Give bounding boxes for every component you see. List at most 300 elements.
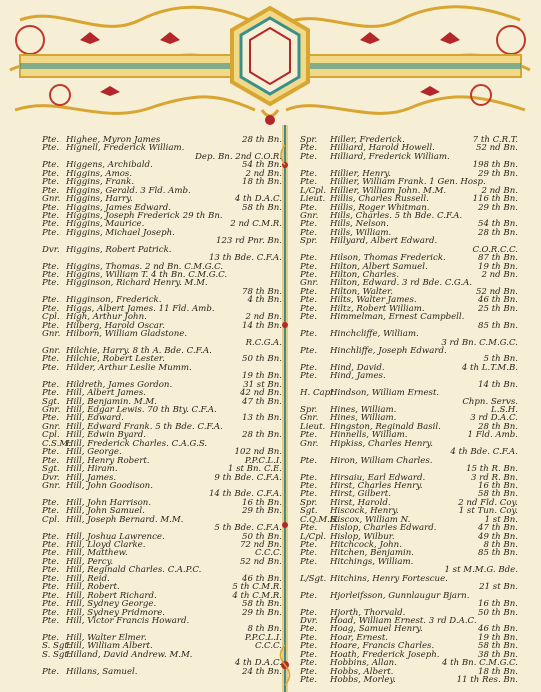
entry-unit: 87 th Bn. <box>478 253 518 264</box>
entry-rank: Pte. <box>42 160 60 171</box>
entry-rank: S. Sgt. <box>42 641 71 652</box>
entry-name: Hill, Edward Frank. 5 th Bde. C.F.A. <box>66 421 223 432</box>
entry-unit: 1 st Tun. Coy. <box>458 506 518 517</box>
entry-name: Hoare, Francis Charles. <box>330 641 435 652</box>
entry-unit: 54 th Bn. <box>242 160 282 171</box>
entry-unit: 16 th Bn. <box>478 480 518 491</box>
entry-rank: Pte. <box>42 261 60 272</box>
entry-rank: Pte. <box>300 666 318 677</box>
entry-name: Hitchcock, John. <box>330 540 402 550</box>
entry-unit: 47 th Bn. <box>478 523 518 534</box>
entry-unit: 1 Fld. Amb. <box>467 430 518 441</box>
entry-rank: Gnr. <box>42 345 61 356</box>
entry-rank: Gnr. <box>42 421 61 432</box>
entry-rank: Pte. <box>300 151 318 162</box>
entry-rank: Pte. <box>300 295 318 306</box>
entry-name: Hills, Charles. 5 th Bde. C.F.A. <box>330 210 463 221</box>
entry-unit: 28 th Bn. <box>242 430 282 441</box>
entry-unit: 3 rd R. Bn. <box>470 472 518 483</box>
entry-name: Hill, John Harrison. <box>66 497 152 508</box>
entry-rank: Lieut. <box>300 194 326 205</box>
entry-rank: C.S.M. <box>42 438 71 449</box>
entry-name: Hill, Sydney George. <box>66 599 157 610</box>
entry-name: Higgins, Harry. <box>66 194 133 205</box>
entry-name: Hill, Edward. <box>66 413 124 424</box>
entry-name: Hitchings, William. <box>330 556 414 567</box>
entry-name: Hoar, Ernest. <box>330 632 389 643</box>
entry-name: Higgins, Thomas. 2 nd Bn. C.M.G.C. <box>66 261 224 272</box>
entry-name: Hiron, William Charles. <box>330 455 433 466</box>
entry-rank: Gnr. <box>300 278 319 289</box>
entry-rank: Pte. <box>42 388 60 399</box>
entry-rank: Pte. <box>300 362 318 373</box>
entry-unit: 11 th Res. Bn. <box>456 675 518 685</box>
entry-rank: Spr. <box>300 497 318 508</box>
entry-unit: 2 nd Bn. <box>245 168 282 179</box>
entry-rank: Gnr. <box>42 194 61 205</box>
entry-name: Hill, Lloyd Clarke. <box>66 540 146 550</box>
entry-name: Hill, Percy. <box>66 556 114 567</box>
entry-name: Hill, John Goodison. <box>66 480 153 491</box>
entry-rank: Pte. <box>300 455 318 466</box>
entry-rank: H. Capt. <box>300 388 337 399</box>
entry-unit: P.P.C.L.I. <box>244 632 282 643</box>
entry-name: Hilchie, Robert Lester. <box>66 354 165 365</box>
entry-unit: 52 nd Bn. <box>239 556 282 567</box>
entry-name: Higgins, William T. 4 th Bn. C.M.G.C. <box>66 270 228 280</box>
entry-rank: Pte. <box>42 599 60 610</box>
entry-name: Hirst, Harold. <box>330 497 391 508</box>
entry-rank: Pte. <box>300 649 318 660</box>
entry-rank: Pte. <box>42 278 60 289</box>
entry-rank: Pte. <box>42 540 60 550</box>
entry-name: Hill, Matthew. <box>66 548 128 559</box>
entry-unit: 9 th Bde. C.F.A. <box>214 472 282 483</box>
entry-unit: 50 th Bn. <box>478 607 518 618</box>
entry-unit: 28 th Bn. <box>478 227 518 238</box>
entry-unit: 2 nd Bn. <box>481 185 518 196</box>
entry-name: Hiltz, Robert William. <box>330 303 425 314</box>
entry-name: Hind, James. <box>330 371 386 382</box>
entry-name: Hill, Joshua Lawrence. <box>66 531 165 542</box>
entry-name: Hilton, Walter. <box>330 286 394 297</box>
entry-rank: Pte. <box>300 253 318 264</box>
entry-rank: Pte. <box>42 607 60 618</box>
entry-unit: 16 th Bn. <box>242 497 282 508</box>
entry-name: Hill, William Albert. <box>66 641 153 652</box>
entry-rank: Pte. <box>42 295 60 306</box>
entry-name: Hills, William. <box>330 227 392 238</box>
entry-rank: Pte. <box>42 135 60 145</box>
entry-unit: 1 st Bn. <box>484 514 518 525</box>
entry-name: Hill, Frederick Charles. C.A.G.S. <box>66 438 208 449</box>
entry-rank: Pte. <box>300 548 318 559</box>
entry-rank: Pte. <box>42 270 60 280</box>
entry-name: Himmelman, Ernest Campbell. <box>330 312 465 323</box>
entry-unit: 46 th Bn. <box>242 573 282 584</box>
entry-name: Hilder, Arthur Leslie Mumm. <box>66 362 192 373</box>
entry-name: Hilland, David Andrew. M.M. <box>66 649 193 660</box>
roll-entry <box>42 668 282 676</box>
entry-rank: Pte. <box>42 548 60 559</box>
entry-name: Hoad, William Ernest. 3 rd D.A.C. <box>330 615 477 626</box>
entry-rank: Pte. <box>42 168 60 179</box>
entry-unit: 31 st Bn. <box>243 379 282 390</box>
entry-unit: 28 th Bn. <box>242 135 282 145</box>
entry-unit: P.P.C.L.I. <box>244 455 282 466</box>
entry-name: Higgins, Amos. <box>66 168 133 179</box>
entry-rank: L/Sgt. <box>300 573 327 584</box>
entry-unit: 2 nd Fld. Coy. <box>458 497 518 508</box>
entry-name: Hill, Walter Elmer. <box>66 632 147 643</box>
entry-unit: 198 th Bn. <box>472 160 518 171</box>
entry-unit: 15 th R. Bn. <box>466 464 518 475</box>
entry-rank: Pte. <box>300 177 318 188</box>
entry-rank: Pte. <box>300 590 318 601</box>
entry-rank: Gnr. <box>42 329 61 340</box>
entry-name: Hilts, Walter James. <box>330 295 417 306</box>
entry-name: Hjorleifsson, Gunnlaugur Bjarn. <box>330 590 470 601</box>
entry-name: Hill, Joseph Bernard. M.M. <box>66 514 184 525</box>
entry-name: Hiller, Frederick. <box>330 135 405 145</box>
entry-unit: 4 th C.M.R. <box>232 590 282 601</box>
entry-name: Higgins, Gerald. 3 Fld. Amb. <box>66 185 191 196</box>
entry-name: Higgins, Joseph Frederick 29 th Bn. <box>66 210 223 221</box>
entry-unit: 28 th Bn. <box>478 421 518 432</box>
entry-unit: 4 th D.A.C. <box>234 658 282 669</box>
entry-name: Hirsaiu, Earl Edward. <box>330 472 426 483</box>
entry-unit: 29 th Bn. <box>242 607 282 618</box>
entry-name: Hiscock, Henry. <box>330 506 399 517</box>
entry-name: Hoath, Frederick Joseph. <box>330 649 440 660</box>
entry-name: Hill, Hiram. <box>66 464 118 475</box>
entry-rank: Sgt. <box>300 506 318 517</box>
entry-unit: 3 rd Bn. C.M.G.C. <box>441 337 518 348</box>
entry-rank: Pte. <box>42 177 60 188</box>
entry-name: Hilton, Albert Samuel. <box>330 261 428 272</box>
entry-unit: 5 th C.M.R. <box>232 582 282 593</box>
entry-name: Hignell, Frederick William. <box>66 143 185 154</box>
entry-name: Hobbs, Morley. <box>330 675 396 685</box>
entry-rank: Pte. <box>42 354 60 365</box>
entry-rank: Pte. <box>300 329 318 340</box>
entry-name: Hilberg, Harold Oscar. <box>66 320 165 331</box>
entry-name: Hill, Sydney Pridmore. <box>66 607 166 618</box>
entry-name: Higginson, Richard Henry. M.M. <box>66 278 208 289</box>
entry-unit: 7 th C.R.T. <box>472 135 518 145</box>
entry-rank: Pte. <box>300 430 318 441</box>
entry-rank: Pte. <box>42 497 60 508</box>
entry-name: Hillans, Samuel. <box>66 666 138 677</box>
entry-unit: 58 th Bn. <box>478 489 518 500</box>
entry-name: Higgins, Michael Joseph. <box>66 227 175 238</box>
entry-rank: Dvr. <box>42 472 60 483</box>
entry-rank: L/Cpl. <box>300 185 327 196</box>
entry-unit: 52 nd Bn. <box>475 143 518 154</box>
entry-unit: 54 th Bn. <box>478 219 518 230</box>
entry-unit: 18 th Bn. <box>242 177 282 188</box>
entry-name: Hiscox, William N. <box>330 514 411 525</box>
entry-unit: 4 th D.A.C. <box>234 194 282 205</box>
entry-unit: 50 th Bn. <box>242 531 282 542</box>
entry-unit: 46 th Bn. <box>478 624 518 635</box>
entry-rank: Pte. <box>300 556 318 567</box>
entry-name: Hill, George. <box>66 447 122 458</box>
entry-rank: Pte. <box>42 303 60 314</box>
entry-name: Higgins, Frank. <box>66 177 135 188</box>
entry-rank: Pte. <box>300 286 318 297</box>
entry-rank: Pte. <box>300 219 318 230</box>
entry-unit: 29 th Bn. <box>478 202 518 213</box>
entry-rank: Pte. <box>42 227 60 238</box>
entry-name: Hinchcliffe, William. <box>330 329 419 340</box>
entry-name: Hilborn, William Gladstone. <box>66 329 188 340</box>
entry-name: Hines, William. <box>330 405 397 415</box>
entry-unit: 19 th Bn. <box>242 371 282 382</box>
entry-name: Hines, William. <box>330 413 397 424</box>
entry-rank: Pte. <box>42 565 60 576</box>
entry-rank: Pte. <box>42 615 60 626</box>
entry-name: Hilton, Edward. 3 rd Bde. C.G.A. <box>330 278 473 289</box>
entry-unit: 25 th Bn. <box>478 303 518 314</box>
entry-name: Hill, Edgar Lewis. 70 th Bty. C.F.A. <box>66 405 217 415</box>
entry-rank: Pte. <box>300 227 318 238</box>
entry-unit: 4 th Bn. <box>247 295 282 306</box>
entry-rank: Pte. <box>42 219 60 230</box>
entry-name: Hill, Henry Robert. <box>66 455 150 466</box>
entry-unit: 18 th Bn. <box>478 666 518 677</box>
entry-rank: Pte. <box>300 303 318 314</box>
entry-name: Hill, Robert. <box>66 582 120 593</box>
roll-entry <box>300 676 518 684</box>
entry-rank: Pte. <box>42 202 60 213</box>
entry-name: Higginson, Frederick. <box>66 295 162 306</box>
entry-unit: 4 th Bde. C.F.A. <box>450 447 518 458</box>
entry-rank: Spr. <box>300 135 318 145</box>
entry-name: Hislop, Wilbur. <box>330 531 395 542</box>
entry-unit: 19 th Bn. <box>478 632 518 643</box>
entry-rank: Pte. <box>300 261 318 272</box>
entry-name: Hindson, William Ernest. <box>330 388 440 399</box>
entry-rank: Pte. <box>42 320 60 331</box>
entry-name: Higgens, Archibald. <box>66 160 153 171</box>
entry-unit: 2 nd Bn. <box>245 312 282 323</box>
entry-name: Hirst, Gilbert. <box>330 489 391 500</box>
entry-unit: 50 th Bn. <box>242 354 282 365</box>
entry-name: Hillis, Charles Russell. <box>330 194 429 205</box>
entry-name: Hill, Victor Francis Howard. <box>66 615 190 626</box>
entry-unit: 47 th Bn. <box>242 396 282 407</box>
entry-unit: L.S.H. <box>491 405 518 415</box>
entry-unit: 58 th Bn. <box>478 641 518 652</box>
entry-name: Hitchins, Henry Fortescue. <box>330 573 448 584</box>
entry-rank: Lieut. <box>300 421 326 432</box>
entry-unit: 85 th Bn. <box>478 320 518 331</box>
entry-rank: Pte. <box>42 632 60 643</box>
entry-name: Hillier, Henry. <box>330 168 391 179</box>
entry-name: Hills, Nelson. <box>330 219 389 230</box>
entry-name: Hingston, Reginald Basil. <box>330 421 441 432</box>
entry-rank: Gnr. <box>42 480 61 491</box>
entry-rank: Pte. <box>42 447 60 458</box>
entry-name: Hill, Robert Richard. <box>66 590 157 601</box>
entry-rank: Pte. <box>300 472 318 483</box>
entry-rank: Cpl. <box>42 514 60 525</box>
entry-rank: Pte. <box>300 658 318 669</box>
entry-rank: Pte. <box>42 143 60 154</box>
entry-rank: Pte. <box>300 675 318 685</box>
entry-unit: 2 nd Bn. <box>481 270 518 280</box>
entry-unit: 19 th Bn. <box>478 261 518 272</box>
entry-name: Hilson, Thomas Frederick. <box>330 253 446 264</box>
entry-rank: Pte. <box>300 480 318 491</box>
entry-unit: C.C.C. <box>254 641 282 652</box>
entry-name: Hillis, Roger Whitman. <box>330 202 430 213</box>
entry-name: Hill, Reid. <box>66 573 110 584</box>
entry-unit: 38 th Bn. <box>478 649 518 660</box>
entry-name: Hirst, Charles Henry. <box>330 480 423 491</box>
entry-name: Hillier, William John. M.M. <box>330 185 447 196</box>
entry-unit: Dep. Bn. 2nd C.O.R. <box>195 151 282 162</box>
entry-unit: 49 th Bn. <box>478 531 518 542</box>
entry-rank: Pte. <box>42 666 60 677</box>
entry-rank: Pte. <box>42 362 60 373</box>
entry-rank: Pte. <box>42 413 60 424</box>
entry-rank: Gnr. <box>300 210 319 221</box>
entry-name: Hillier, William Frank. 1 Gen. Hosp. <box>330 177 486 188</box>
entry-rank: Pte. <box>42 556 60 567</box>
entry-unit: R.C.G.A. <box>245 337 282 348</box>
entry-unit: 58 th Bn. <box>242 202 282 213</box>
entry-rank: Pte. <box>42 185 60 196</box>
entry-name: Hind, David. <box>330 362 385 373</box>
entry-name: Highee, Myron James <box>66 135 161 145</box>
entry-rank: Pte. <box>300 607 318 618</box>
entry-rank: Pte. <box>42 379 60 390</box>
entry-rank: Dvr. <box>42 244 60 255</box>
entry-name: Hill, Benjamin. M.M. <box>66 396 157 407</box>
entry-name: Hjorth, Thorvald. <box>330 607 406 618</box>
entry-unit: 123 rd Pnr. Bn. <box>215 236 282 247</box>
entry-unit: 85 th Bn. <box>478 548 518 559</box>
entry-unit: 14 th Bn. <box>242 320 282 331</box>
entry-unit: 2 nd C.M.R. <box>230 219 282 230</box>
entry-name: Hill, James. <box>66 472 117 483</box>
entry-name: Hilchie, Harry. 8 th A. Bde. C.F.A. <box>66 345 212 356</box>
entry-unit: 3 rd D.A.C. <box>470 413 518 424</box>
entry-name: Hoag, Samuel Henry. <box>330 624 423 635</box>
entry-unit: 8 th Bn. <box>247 624 282 635</box>
entry-unit: 14 th Bn. <box>478 379 518 390</box>
entry-rank: Gnr. <box>42 405 61 415</box>
entry-name: Hobbs, Albert. <box>330 666 394 677</box>
entry-rank: Sgt. <box>42 464 60 475</box>
entry-unit: C.C.C. <box>254 548 282 559</box>
entry-rank: Gnr. <box>300 413 319 424</box>
entry-rank: Pte. <box>42 531 60 542</box>
entry-unit: 1 st Bn. C.E. <box>227 464 282 475</box>
entry-rank: Pte. <box>42 573 60 584</box>
entry-unit: 58 th Bn. <box>242 599 282 610</box>
entry-name: Hildreth, James Gordon. <box>66 379 173 390</box>
entry-name: Hill, Albert James. <box>66 388 146 399</box>
entry-unit: 8 th Bn. <box>483 540 518 550</box>
entry-rank: Pte. <box>300 489 318 500</box>
entry-name: Higgins, Robert Patrick. <box>66 244 172 255</box>
entry-name: Hobbins, Allan. <box>330 658 397 669</box>
illuminated-header-ornament <box>0 0 541 135</box>
entry-rank: Spr. <box>300 405 318 415</box>
entry-rank: Spr. <box>300 236 318 247</box>
entry-rank: Dvr. <box>300 615 318 626</box>
entry-unit: 4 th L.T.M.B. <box>461 362 518 373</box>
entry-rank: Pte. <box>300 523 318 534</box>
entry-name: High, Arthur John. <box>66 312 147 323</box>
entry-name: Hilliard, Harold Howell. <box>330 143 435 154</box>
entry-rank: Pte. <box>42 455 60 466</box>
entry-rank: Pte. <box>300 641 318 652</box>
entry-unit: 21 st Bn. <box>479 582 518 593</box>
entry-unit: 72 nd Bn. <box>239 540 282 550</box>
entry-unit: 5 th Bn. <box>483 354 518 365</box>
entry-rank: L/Cpl. <box>300 531 327 542</box>
entry-unit: 78 th Bn. <box>242 286 282 297</box>
entry-unit: 29 th Bn. <box>242 506 282 517</box>
entry-unit: 5 th Bde. C.F.A. <box>214 523 282 534</box>
entry-name: Hill, Edwin Byard. <box>66 430 146 441</box>
entry-unit: 24 th Bn. <box>242 666 282 677</box>
entry-rank: Pte. <box>300 632 318 643</box>
entry-rank: Pte. <box>300 624 318 635</box>
entry-name: Higgins, James Edward. <box>66 202 171 213</box>
entry-name: Hitchen, Benjamin. <box>330 548 415 559</box>
entry-unit: 13 th Bn. <box>242 413 282 424</box>
left-column-roll <box>42 136 282 676</box>
entry-unit: Chpn. Servs. <box>462 396 518 407</box>
entry-name: Hilliard, Frederick William. <box>330 151 450 162</box>
entry-rank: Pte. <box>42 506 60 517</box>
entry-rank: Cpl. <box>42 312 60 323</box>
entry-rank: Pte. <box>42 590 60 601</box>
entry-unit: 46 th Bn. <box>478 295 518 306</box>
entry-name: Hill, John Samuel. <box>66 506 145 517</box>
entry-rank: Pte. <box>300 345 318 356</box>
roll-entry <box>42 617 282 625</box>
entry-name: Hilton, Charles. <box>330 270 399 280</box>
entry-rank: Pte. <box>300 202 318 213</box>
entry-rank: Pte. <box>300 168 318 179</box>
entry-name: Hillyard, Albert Edward. <box>330 236 438 247</box>
entry-unit: 116 th Bn. <box>472 194 518 205</box>
entry-rank: Pte. <box>300 312 318 323</box>
entry-rank: Gnr. <box>300 438 319 449</box>
entry-name: Hipkiss, Charles Henry. <box>330 438 433 449</box>
entry-rank: Pte. <box>300 371 318 382</box>
entry-unit: 1 st M.M.G. Bde. <box>444 565 518 576</box>
right-column-roll <box>300 136 518 684</box>
entry-name: Hill, Reginald Charles. C.A.P.C. <box>66 565 202 576</box>
entry-rank: Pte. <box>300 540 318 550</box>
entry-rank: Pte. <box>42 582 60 593</box>
entry-name: Hislop, Charles Edward. <box>330 523 437 534</box>
entry-name: Higgs, Albert James. 11 Fld. Amb. <box>66 303 215 314</box>
entry-rank: Cpl. <box>42 430 60 441</box>
entry-unit: 16 th Bn. <box>478 599 518 610</box>
entry-rank: Sgt. <box>42 396 60 407</box>
entry-rank: Pte. <box>42 210 60 221</box>
entry-unit: 13 th Bde. C.F.A. <box>208 253 282 264</box>
entry-name: Higgins, Maurice. <box>66 219 145 230</box>
